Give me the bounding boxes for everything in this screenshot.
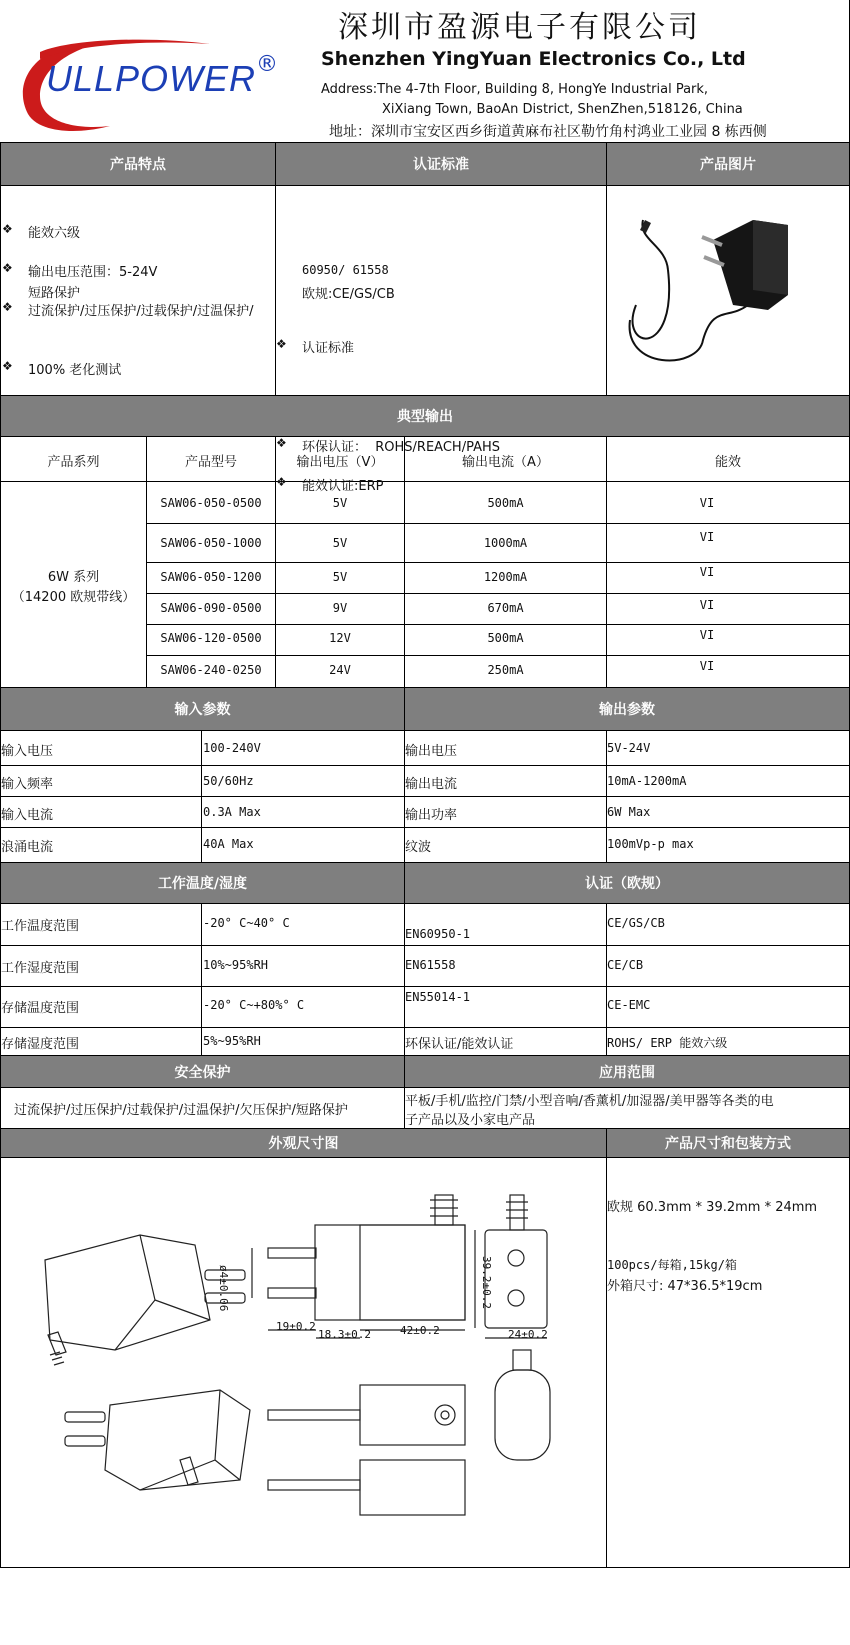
efficiency: VI [699,530,715,544]
dims-header [1,1129,606,1157]
param-label: 输入电流 [1,808,54,823]
env-value: -20° C~+80%° C [203,998,305,1012]
env-label: 工作湿度范围 [1,961,80,976]
efficiency: VI [699,496,715,510]
cert-item: ❖ 环保认证： ROHS/REACH/PAHS [302,436,850,455]
address-cn: 地址：深圳市宝安区西乡街道黄麻布社区勒竹角村鸿业工业园 8 栋西侧 [329,124,767,140]
cert-item: ❖ 能效认证:ERP [302,475,850,494]
image-title: 产品图片 [700,157,756,173]
dimension-drawing [20,1190,580,1560]
param-label: 浪涌电流 [1,840,54,855]
feature-item: ❖ 过流保护/过压保护/过载保护/过温保护/ [28,300,850,319]
param-label: 输出电压 [405,744,458,759]
pack-quantity: 100pcs/每箱,15kg/箱 [607,1258,737,1272]
env-value: 5%~95%RH [203,1034,261,1048]
output-params-title: 输出参数 [599,702,655,718]
current: 1000mA [483,536,528,550]
model: SAW06-240-0250 [160,663,262,677]
param-label: 输入频率 [1,777,54,792]
current: 670mA [487,601,524,615]
env-value: 10%~95%RH [203,958,269,972]
charger-photo-icon [618,210,818,380]
current: 500mA [487,496,524,510]
col-header-current: 输出电流（A） [462,455,549,470]
param-label: 输出功率 [405,808,458,823]
application-line-2: 子产品以及小家电产品 [405,1113,536,1128]
param-value: 0.3A Max [203,805,261,819]
logo-registered-mark: ® [256,52,278,77]
application-line-1: 平板/手机/监控/门禁/小型音响/香薰机/加湿器/美甲器等各类的电 [405,1094,774,1109]
temp-header [1,863,404,903]
param-label: 纹波 [405,840,432,855]
temp-title: 工作温度/湿度 [157,876,248,892]
env-cert: ROHS/ ERP 能效六级 [607,1036,728,1050]
efficiency: VI [699,628,715,642]
dim-19: 19±0.2 [276,1320,316,1333]
feature-item: ❖ 输出电压范围：5-24V [28,261,850,280]
application-header [405,1056,849,1087]
param-value: 50/60Hz [203,774,254,788]
env-standard: EN55014-1 [405,990,471,1004]
typical-header [1,396,849,436]
param-label: 输入电压 [1,744,54,759]
series-note: （14200 欧规带线） [11,590,136,605]
current: 500mA [487,631,524,645]
dim-18: 18.3±0.2 [318,1328,371,1341]
cert-item: 60950/ 61558 [302,263,389,277]
col-header-efficiency: 能效 [714,455,741,470]
env-label: 存储温度范围 [1,1001,80,1016]
param-value: 100-240V [203,741,261,755]
model: SAW06-050-1000 [160,536,262,550]
feature-item: ❖ 100% 老化测试 [28,359,850,378]
param-label: 输出电流 [405,777,458,792]
typical-title: 典型输出 [397,409,453,425]
input-params-title: 输入参数 [174,702,231,718]
current: 250mA [487,663,524,677]
env-standard: EN61558 [405,958,456,972]
protection-text: 过流保护/过压保护/过载保护/过温保护/欠压保护/短路保护 [14,1103,348,1118]
cert-title: 认证标准 [413,157,469,173]
cert-header [276,143,606,185]
eu-cert-title: 认证（欧规） [585,876,669,892]
series-name: 6W 系列 [47,570,100,585]
current: 1200mA [483,570,528,584]
env-cert: CE/GS/CB [607,916,665,930]
dim-pin-diameter: ø4±0.06 [217,1265,230,1312]
pack-header [607,1129,849,1157]
col-header-series: 产品系列 [47,455,100,470]
product-size: 欧规 60.3mm * 39.2mm * 24mm [607,1200,818,1215]
voltage: 24V [329,663,351,677]
env-value: -20° C~40° C [203,916,290,930]
env-standard: 环保认证/能效认证 [405,1037,514,1052]
dim-24: 24±0.2 [508,1328,548,1341]
param-value: 100mVp-p max [607,837,694,851]
env-cert: CE/CB [607,958,644,972]
features-title: 产品特点 [110,157,166,173]
dim-42: 42±0.2 [400,1324,440,1337]
company-name-cn: 深圳市盈源电子有限公司 [338,10,701,45]
param-value: 40A Max [203,837,254,851]
output-params-header [405,688,849,730]
protection-title: 安全保护 [174,1064,231,1081]
pack-title: 产品尺寸和包装方式 [665,1136,791,1152]
protection-header [1,1056,404,1087]
input-params-header [1,688,404,730]
dim-39: 39.2±0.2 [480,1256,493,1309]
dimension-drawing-icon [20,1190,580,1560]
env-standard: EN60950-1 [405,927,471,941]
efficiency: VI [699,659,715,673]
cert-item: ❖ 认证标准 [302,337,850,356]
param-value: 6W Max [607,805,651,819]
company-name-en: Shenzhen YingYuan Electronics Co., Ltd [321,48,746,70]
col-header-voltage: 输出电压（V） [296,455,384,470]
eu-cert-header [405,863,849,903]
col-header-model: 产品型号 [184,455,237,470]
model: SAW06-090-0500 [160,601,262,615]
env-label: 工作温度范围 [1,919,80,934]
env-label: 存储湿度范围 [1,1037,80,1052]
feature-item: ❖ 能效六级 [28,222,850,241]
model: SAW06-050-0500 [160,496,262,510]
model: SAW06-120-0500 [160,631,262,645]
voltage: 5V [332,496,348,510]
efficiency: VI [699,598,715,612]
carton-size: 外箱尺寸: 47*36.5*19cm [607,1279,763,1294]
logo-text: ULLPOWER [46,58,257,99]
voltage: 5V [332,536,348,550]
efficiency: VI [699,565,715,579]
voltage: 12V [329,631,351,645]
feature-item: 短路保护 [28,286,81,301]
voltage: 9V [332,601,348,615]
param-value: 10mA-1200mA [607,774,687,788]
dims-title: 外观尺寸图 [268,1136,339,1152]
product-photo [618,210,818,380]
voltage: 5V [332,570,348,584]
address-en-line-1: Address:The 4-7th Floor, Building 8, HongYe Industrial Park, [321,82,709,97]
image-header [607,143,849,185]
param-value: 5V-24V [607,741,651,755]
features-header [1,143,275,185]
address-en-line-2: XiXiang Town, BaoAn District, ShenZhen,518126, China [382,102,743,117]
cert-item: 欧规:CE/GS/CB [302,287,395,302]
application-title: 应用范围 [599,1064,655,1081]
model: SAW06-050-1200 [160,570,262,584]
env-cert: CE-EMC [607,998,651,1012]
